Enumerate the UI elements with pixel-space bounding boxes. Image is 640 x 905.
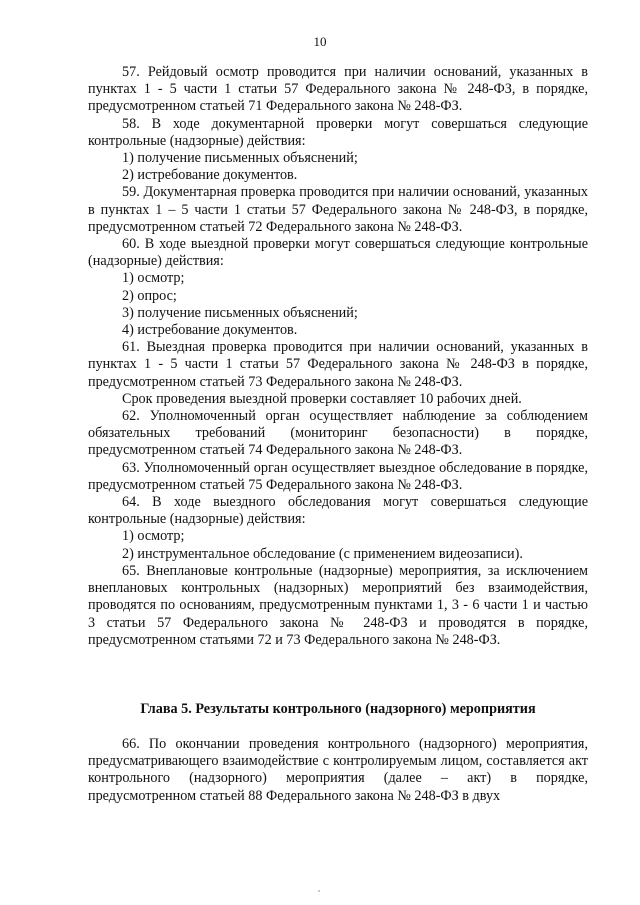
paragraph-65: 65. Внеплановые контрольные (надзорные) мероприятия, за исключением внеплановых контрольных (надзорных) мероприятий без взаимодействия, проводятся по основаниям, предусмотренным пунктами 1, 3 - 6 части 1 и частью 3 статьи 57 Федерального закона № 248-ФЗ и проводятся в порядке, предусмотренном статьями 72 и 73 Федерального закона № 248-ФЗ. <box>88 562 588 648</box>
paragraph-61: 61. Выездная проверка проводится при наличии оснований, указанных в пунктах 1 - 5 части 1 статьи 57 Федерального закона № 248-ФЗ в порядке, предусмотренном статьей 73 Федерального закона № 248-ФЗ. <box>88 339 588 390</box>
list-item: 1) получение письменных объяснений; <box>122 150 358 167</box>
paragraph-63: 63. Уполномоченный орган осуществляет выездное обследование в порядке, предусмотренном статьей 75 Федерального закона № 248-ФЗ. <box>88 459 588 493</box>
paragraph-66: 66. По окончании проведения контрольного (надзорного) мероприятия, предусматривающего взаимодействие с контролируемым лицом, составляется акт контрольного (надзорного) мероприятия (далее – акт) в порядке, предусмотренном статьей 88 Федерального закона № 248-ФЗ в двух <box>88 736 588 804</box>
list-item: 1) осмотр; <box>122 270 185 287</box>
paragraph-62: 62. Уполномоченный орган осуществляет наблюдение за соблюдением обязательных требований (мониторинг безопасности) в порядке, предусмотренном статьей 74 Федерального закона № 248-ФЗ. <box>88 408 588 459</box>
list-item: 3) получение письменных объяснений; <box>122 304 358 321</box>
paragraph-57: 57. Рейдовый осмотр проводится при наличии оснований, указанных в пунктах 1 - 5 части 1 статьи 57 Федерального закона № 248-ФЗ, в порядке, предусмотренном статьей 71 Федерального закона № 248-ФЗ. <box>88 64 588 115</box>
list-item: 2) опрос; <box>122 287 177 304</box>
paragraph-58: 58. В ходе документарной проверки могут совершаться следующие контрольные (надзорные) действия: <box>88 115 588 149</box>
body-text <box>88 64 588 649</box>
list-item: 2) инструментальное обследование (с применением видеозаписи). <box>122 545 523 562</box>
paragraph-59: 59. Документарная проверка проводится при наличии оснований, указанных в пунктах 1 – 5 части 1 статьи 57 Федерального закона № 248-ФЗ, в порядке, предусмотренном статьей 72 Федерального закона № 248-ФЗ. <box>88 184 588 235</box>
body-text-continued <box>88 736 588 805</box>
list-item: 4) истребование документов. <box>122 322 298 339</box>
list-item: 2) истребование документов. <box>122 167 298 184</box>
paragraph-60: 60. В ходе выездной проверки могут совершаться следующие контрольные (надзорные) действия: <box>88 236 588 270</box>
paragraph-64: 64. В ходе выездного обследования могут совершаться следующие контрольные (надзорные) действия: <box>88 494 588 528</box>
chapter-heading: Глава 5. Результаты контрольного (надзорного) мероприятия <box>140 701 536 717</box>
page-number: 10 <box>313 34 327 49</box>
list-item: 1) осмотр; <box>122 528 185 545</box>
paragraph-inspection-term: Срок проведения выездной проверки составляет 10 рабочих дней. <box>122 390 522 407</box>
scan-artifact <box>318 890 320 892</box>
